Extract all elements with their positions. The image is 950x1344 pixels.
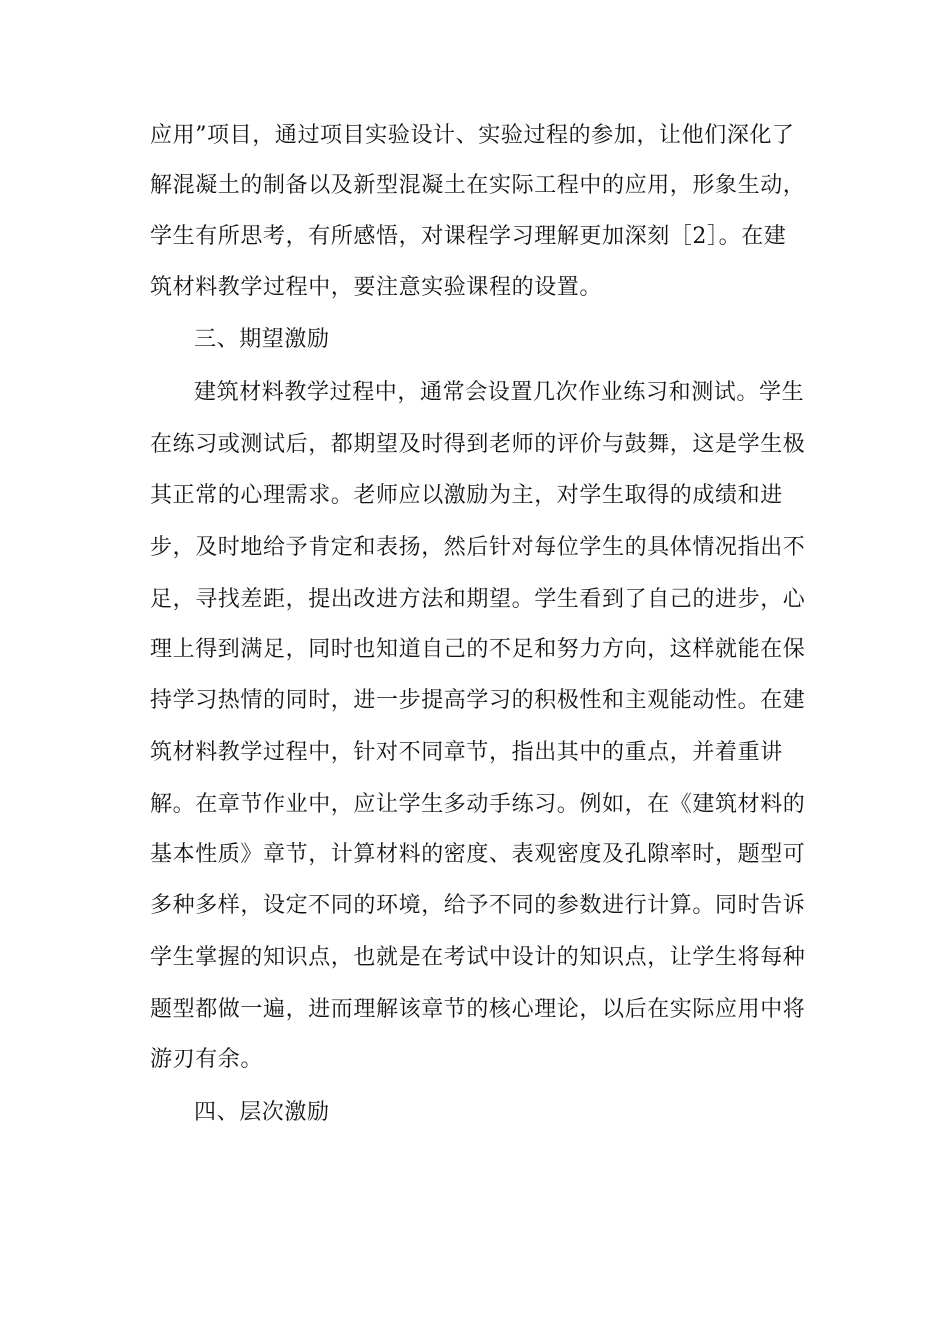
paragraph-line: 题型都做一遍，进而理解该章节的核心理论，以后在实际应用中将 — [150, 997, 806, 1022]
paragraph-line: 足，寻找差距，提出改进方法和期望。学生看到了自己的进步，心 — [150, 587, 806, 612]
section-heading: 四、层次激励 — [194, 1100, 330, 1125]
section-heading: 三、期望激励 — [194, 327, 330, 352]
paragraph-line: 理上得到满足，同时也知道自己的不足和努力方向，这样就能在保 — [150, 637, 806, 662]
paragraph-line: 解混凝土的制备以及新型混凝土在实际工程中的应用，形象生动， — [150, 173, 806, 198]
paragraph-line: 建筑材料教学过程中，通常会设置几次作业练习和测试。学生 — [194, 380, 805, 405]
paragraph-line: 筑材料教学过程中，要注意实验课程的设置。 — [150, 275, 603, 300]
paragraph-line: 其正常的心理需求。老师应以激励为主，对学生取得的成绩和进 — [150, 483, 783, 508]
paragraph-line: 游刃有余。 — [150, 1047, 264, 1072]
paragraph-line: 多种多样，设定不同的环境，给予不同的参数进行计算。同时告诉 — [150, 893, 806, 918]
paragraph-line: 筑材料教学过程中，针对不同章节，指出其中的重点，并着重讲 — [150, 740, 783, 765]
paragraph-line: 应用”项目，通过项目实验设计、实验过程的参加，让他们深化了 — [150, 123, 795, 148]
paragraph-line: 步，及时地给予肯定和表扬，然后针对每位学生的具体情况指出不 — [150, 535, 806, 560]
paragraph-line: 在练习或测试后，都期望及时得到老师的评价与鼓舞，这是学生极 — [150, 432, 806, 457]
paragraph-line: 学生掌握的知识点，也就是在考试中设计的知识点，让学生将每种 — [150, 945, 806, 970]
paragraph-line: 解。在章节作业中，应让学生多动手练习。例如，在《建筑材料的 — [150, 792, 806, 817]
paragraph-line: 学生有所思考，有所感悟，对课程学习理解更加深刻［2］。在建 — [150, 224, 787, 249]
paragraph-line: 持学习热情的同时，进一步提高学习的积极性和主观能动性。在建 — [150, 688, 806, 713]
paragraph-line: 基本性质》章节，计算材料的密度、表观密度及孔隙率时，题型可 — [150, 842, 806, 867]
